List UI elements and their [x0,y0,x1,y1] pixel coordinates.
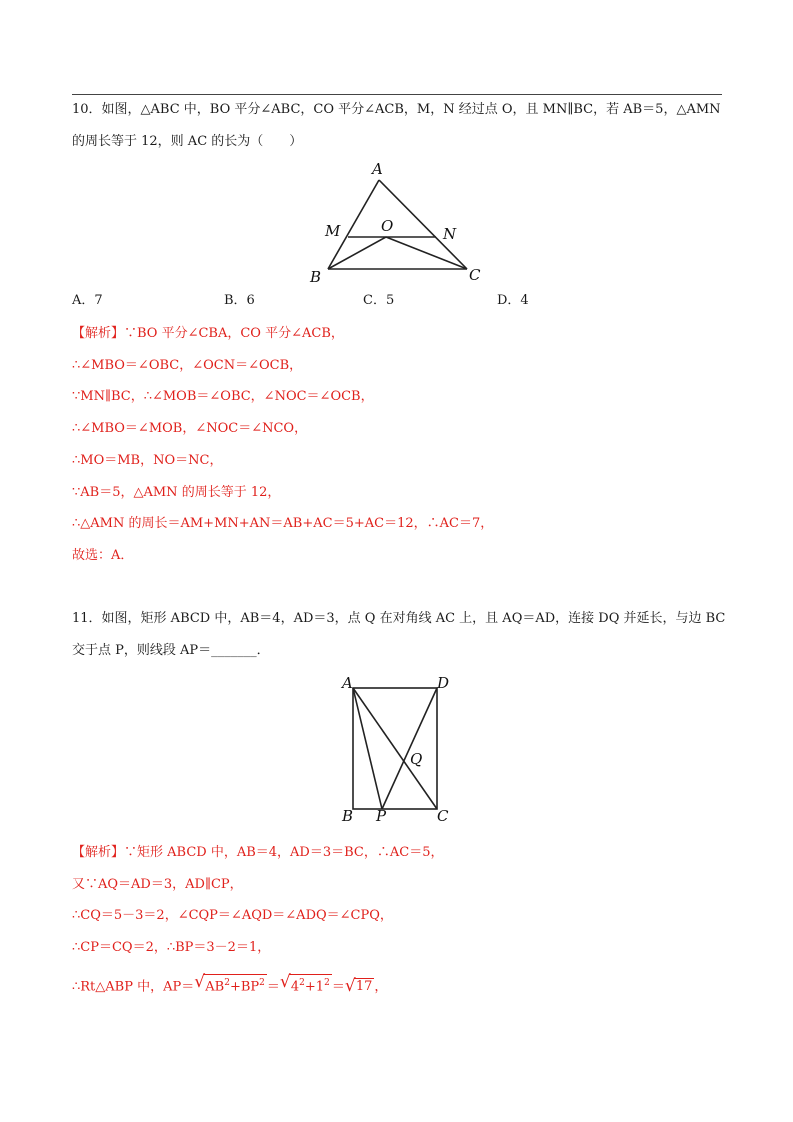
sqrt-4-1: √ $4^2+1^2$ [279,972,330,995]
q10-option-a[interactable]: A．7 [72,293,103,308]
equals-1: ＝ [266,979,280,995]
q11-rectangle-figure [335,670,455,830]
q11-label-c: C [437,807,449,825]
q11-solution-line-4: ∴CP＝CQ＝2，∴BP＝3－2＝1， [72,940,271,955]
q10-triangle-figure [300,150,500,290]
q10-solution-line-4: ∴∠MBO＝∠MOB，∠NOC＝∠NCO， [72,421,308,436]
sqrt-17: √ 17 [344,976,373,997]
q10-option-c[interactable]: C．5 [363,293,395,308]
q10-stem-line1: 10．如图，△ABC 中，BO 平分∠ABC，CO 平分∠ACB，M，N 经过点 O，且 MN∥BC，若 AB＝5，△AMN [72,102,721,117]
q10-solution-line-8: 故选：A． [72,548,134,563]
sqrt2-exp1: 2 [299,978,305,988]
q10-solution-line-3: ∵MN∥BC，∴∠MOB＝∠OBC，∠NOC＝∠OCB， [72,389,374,404]
q11-label-b: B [342,807,354,825]
q11-solution-line-2: 又∵AQ＝AD＝3，AD∥CP， [72,877,243,892]
q11-stem-line2: 交于点 P，则线段 AP＝_______． [72,643,270,658]
sqrt1-ab: AB [205,979,225,995]
sqrt1-exp1: 2 [224,978,230,988]
q10-label-m: M [325,222,341,240]
q10-label-n: N [443,225,457,243]
q11-solution-line-5 [72,974,387,996]
sqrt1-exp2: 2 [259,978,265,988]
sqrt1-bp: +BP [229,979,260,995]
equals-2: ＝ [331,979,345,995]
q10-label-b: B [310,268,322,286]
ap-prefix: ∴Rt△ABP 中，AP＝ [72,979,195,995]
q11-label-d: D [437,674,450,692]
q10-solution-line-1: 【解析】∵BO 平分∠CBA，CO 平分∠ACB， [72,326,344,341]
sqrt-ab-bp: √ $AB^2+BP^2$ [194,972,265,995]
q11-stem-line1: 11．如图，矩形 ABCD 中，AB＝4，AD＝3，点 Q 在对角线 AC 上，且 AQ＝AD，连接 DQ 并延长，与边 BC [72,611,726,626]
q10-label-o: O [381,217,394,235]
q10-solution-line-2: ∴∠MBO＝∠OBC，∠OCN＝∠OCB， [72,358,303,373]
sqrt2-exp2: 2 [324,978,330,988]
q10-solution-line-5: ∴MO＝MB，NO＝NC， [72,453,223,468]
q10-label-c: C [469,266,481,284]
line-end: ， [374,979,388,995]
q11-label-a: A [342,674,353,692]
header-rule [72,94,722,95]
q11-label-q: Q [410,750,423,768]
q10-solution-line-6: ∵AB＝5，△AMN 的周长等于 12， [72,485,281,500]
q10-option-d[interactable]: D．4 [497,293,529,308]
sqrt2-one: +1 [304,979,325,995]
q10-option-b[interactable]: B．6 [224,293,255,308]
q10-solution-line-7: ∴△AMN 的周长＝AM+MN+AN＝AB+AC＝5+AC＝12，∴AC＝7， [72,516,494,531]
q10-label-a: A [372,160,383,178]
sqrt2-four: 4 [290,979,300,995]
sqrt3-seventeen: 17 [355,979,373,995]
q11-label-p: P [376,807,387,825]
q10-stem-line2: 的周长等于 12，则 AC 的长为（ ） [72,134,303,149]
q11-solution-line-1: 【解析】∵矩形 ABCD 中，AB＝4，AD＝3＝BC，∴AC＝5， [72,845,444,860]
q11-solution-line-3: ∴CQ＝5－3＝2，∠CQP＝∠AQD＝∠ADQ＝∠CPQ， [72,908,393,923]
